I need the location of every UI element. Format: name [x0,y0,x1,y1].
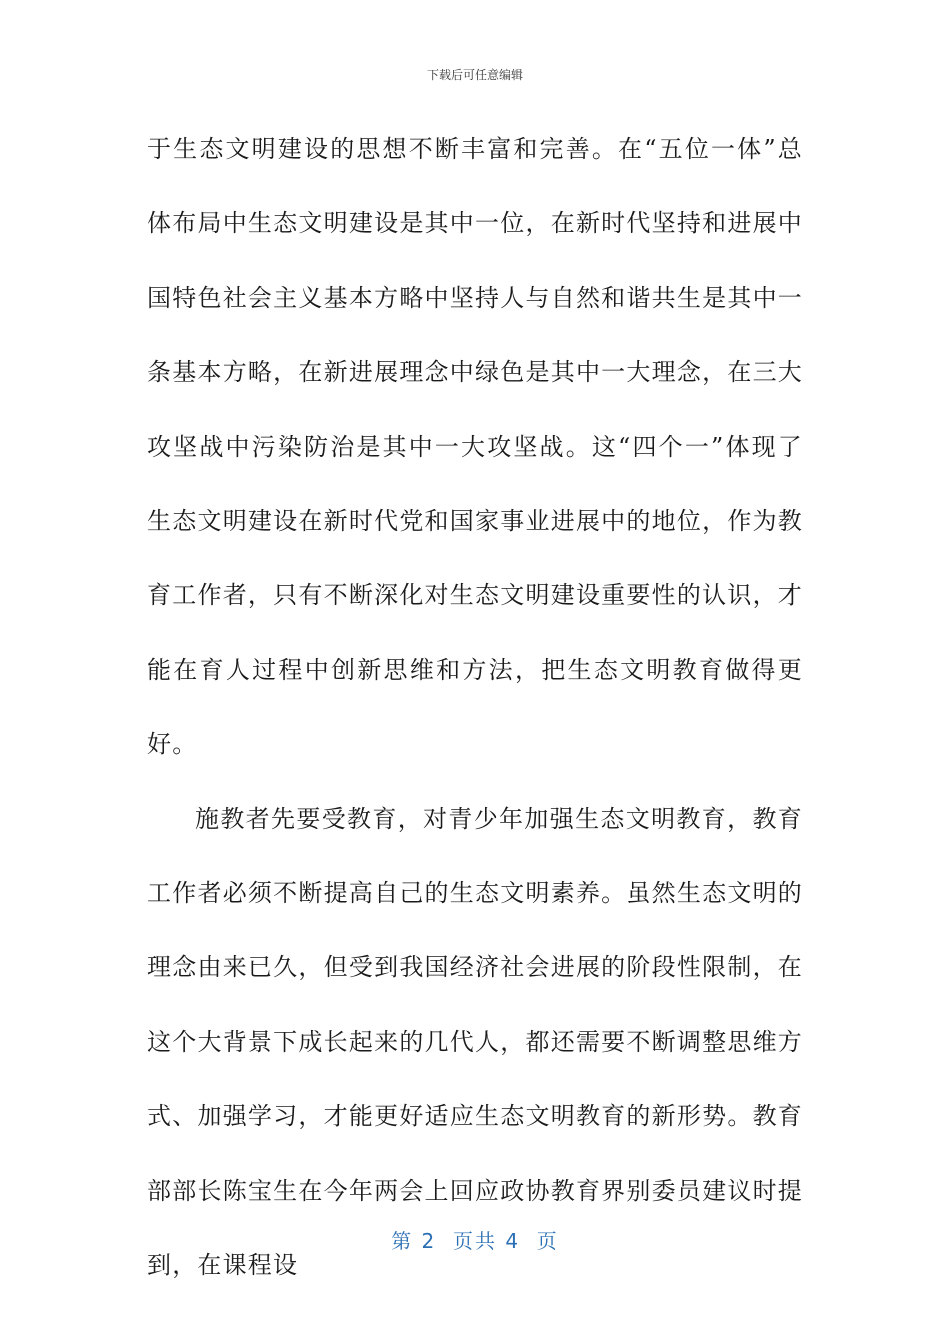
page-header: 下载后可任意编辑 [426,68,523,82]
page-number-footer: 第 2 页共 4 页 [391,1229,559,1253]
document-body [147,112,803,1303]
paragraph: 施教者先要受教育，对青少年加强生态文明教育，教育工作者必须不断提高自己的生态文明素养。虽然生态文明的理念由来已久，但受到我国经济社会进展的阶段性限制，在这个大背景下成长起来的几代人，都还需要不断调整思维方式、加强学习，才能更好适应生态文明教育的新形势。教育部部长陈宝生在今年两会上回应政协教育界别委员建议时提到，在课程设 [147,804,803,1280]
paragraph-continued: 于生态文明建设的思想不断丰富和完善。在“五位一体”总体布局中生态文明建设是其中一位，在新时代坚持和进展中国特色社会主义基本方略中坚持人与自然和谐共生是其中一条基本方略，在新进展理念中绿色是其中一大理念，在三大攻坚战中污染防治是其中一大攻坚战。这“四个一”体现了生态文明建设在新时代党和国家事业进展中的地位，作为教育工作者，只有不断深化对生态文明建设重要性的认识，才能在育人过程中创新思维和方法，把生态文明教育做得更好。 [147,135,803,759]
